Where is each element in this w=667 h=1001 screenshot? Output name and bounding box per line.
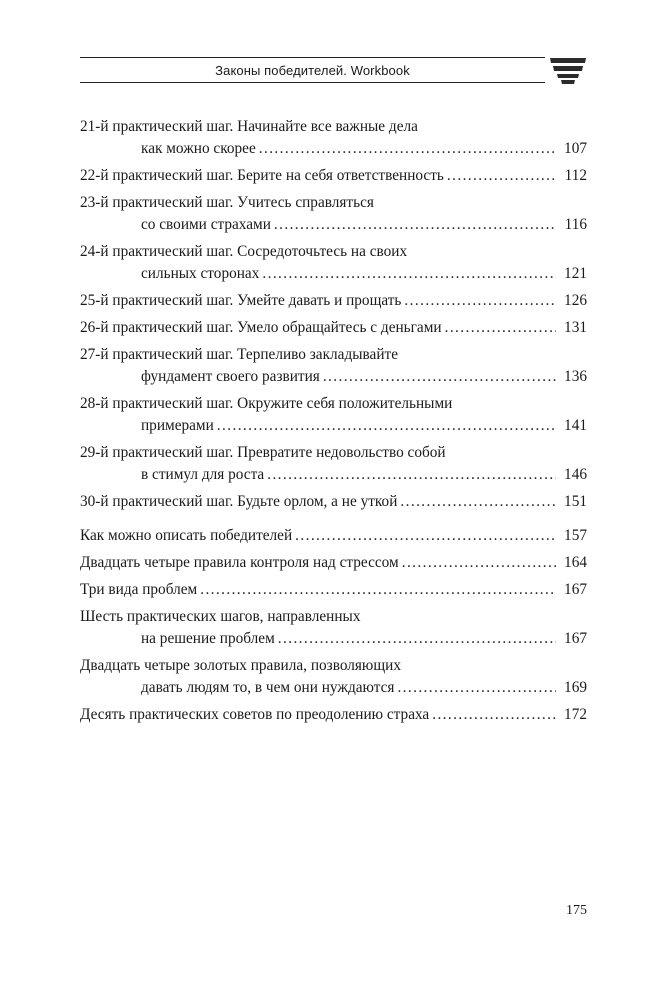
toc-entry-title-line: 28-й практический шаг. Окружите себя положительными: [80, 395, 453, 412]
toc-entry-title-line: на решение проблем: [141, 630, 275, 647]
dot-leader: [402, 552, 556, 574]
toc-page-number: 167: [564, 581, 587, 598]
toc-page-number: 169: [564, 679, 587, 696]
running-header: [80, 57, 545, 85]
toc-entry-leader-line: [80, 290, 587, 312]
toc-entry-title-line: давать людям то, в чем они нуждаются: [141, 679, 395, 696]
toc-entry-title-line: 29-й практический шаг. Превратите недовольство собой: [80, 444, 446, 461]
toc-entry-leader-line: [80, 628, 587, 650]
toc-entry-title-line: 26-й практический шаг. Умело обращайтесь с деньгами: [80, 319, 442, 336]
toc-entry-title-line: Как можно описать победителей: [80, 527, 293, 544]
table-of-contents: [80, 116, 587, 726]
dot-leader: [278, 628, 556, 650]
toc-page-number: 121: [564, 265, 587, 282]
toc-entry[interactable]: [80, 579, 587, 601]
toc-entry[interactable]: [80, 317, 587, 339]
toc-entry[interactable]: [80, 344, 587, 388]
toc-entry-title-line: Двадцать четыре золотых правила, позволяющих: [80, 657, 401, 674]
toc-entry-title-line: 21-й практический шаг. Начинайте все важные дела: [80, 118, 418, 135]
toc-entry-title-line: сильных сторонах: [141, 265, 260, 282]
toc-page-number: 112: [564, 167, 587, 184]
dot-leader: [397, 677, 556, 699]
toc-entry[interactable]: [80, 165, 587, 187]
toc-page-number: 151: [564, 493, 587, 510]
toc-entry[interactable]: [80, 116, 587, 160]
toc-entry-title-line: как можно скорее: [141, 140, 256, 157]
toc-page-number: 164: [564, 554, 587, 571]
toc-entry[interactable]: [80, 491, 587, 513]
toc-entry-leader-line: [80, 704, 587, 726]
toc-entry[interactable]: [80, 393, 587, 437]
toc-entry[interactable]: [80, 552, 587, 574]
toc-entry-title-line: 24-й практический шаг. Сосредоточьтесь на своих: [80, 243, 408, 260]
dot-leader: [259, 138, 556, 160]
header-rule-top: [80, 57, 545, 58]
toc-entry-title-line: 22-й практический шаг. Берите на себя ответственность: [80, 167, 444, 184]
toc-entry[interactable]: [80, 525, 587, 547]
dot-leader: [323, 366, 556, 388]
toc-entry-leader-line: [80, 579, 587, 601]
publisher-logo-icon: [550, 58, 586, 84]
dot-leader: [262, 263, 556, 285]
toc-page-number: 136: [564, 368, 587, 385]
toc-page-number: 107: [564, 140, 587, 157]
dot-leader: [447, 165, 556, 187]
dot-leader: [404, 290, 556, 312]
toc-entry-title-line: Шесть практических шагов, направленных: [80, 608, 361, 625]
toc-entry[interactable]: [80, 241, 587, 285]
toc-entry-title-line: фундамент своего развития: [141, 368, 320, 385]
dot-leader: [295, 525, 556, 547]
toc-entry[interactable]: [80, 290, 587, 312]
dot-leader: [267, 464, 556, 486]
dot-leader: [200, 579, 556, 601]
toc-entry-leader-line: [80, 138, 587, 160]
dot-leader: [400, 491, 556, 513]
toc-entry-leader-line: [80, 552, 587, 574]
toc-entry[interactable]: [80, 704, 587, 726]
dot-leader: [432, 704, 556, 726]
toc-entry-title-line: Двадцать четыре правила контроля над стрессом: [80, 554, 399, 571]
toc-entry[interactable]: [80, 192, 587, 236]
toc-page-number: 146: [564, 466, 587, 483]
dot-leader: [445, 317, 556, 339]
toc-entry[interactable]: [80, 442, 587, 486]
page-number: 175: [566, 903, 587, 918]
toc-entry-title-line: в стимул для роста: [141, 466, 265, 483]
toc-entry-title-line: 27-й практический шаг. Терпеливо закладывайте: [80, 346, 398, 363]
toc-entry-title-line: примерами: [141, 417, 214, 434]
toc-page-number: 116: [564, 216, 587, 233]
toc-page-number: 157: [564, 527, 587, 544]
dot-leader: [274, 214, 556, 236]
toc-entry-title-line: 30-й практический шаг. Будьте орлом, а не уткой: [80, 493, 398, 510]
toc-entry-leader-line: [80, 525, 587, 547]
toc-entry-leader-line: [80, 491, 587, 513]
dot-leader: [217, 415, 556, 437]
toc-entry-title-line: 23-й практический шаг. Учитесь справляться: [80, 194, 374, 211]
toc-page-number: 167: [564, 630, 587, 647]
toc-entry[interactable]: [80, 606, 587, 650]
toc-page-number: 172: [564, 706, 587, 723]
toc-entry-leader-line: [80, 214, 587, 236]
toc-entry-title-line: Десять практических советов по преодолению страха: [80, 706, 430, 723]
toc-entry[interactable]: [80, 655, 587, 699]
toc-entry-title-line: Три вида проблем: [80, 581, 198, 598]
toc-page-number: 131: [564, 319, 587, 336]
toc-entry-leader-line: [80, 263, 587, 285]
toc-entry-leader-line: [80, 464, 587, 486]
toc-entry-leader-line: [80, 677, 587, 699]
toc-page-number: 141: [564, 417, 587, 434]
toc-entry-title-line: со своими страхами: [141, 216, 271, 233]
toc-page-number: 126: [564, 292, 587, 309]
toc-entry-leader-line: [80, 366, 587, 388]
toc-entry-title-line: 25-й практический шаг. Умейте давать и прощать: [80, 292, 402, 309]
toc-entry-leader-line: [80, 415, 587, 437]
header-rule-bottom: [80, 82, 545, 83]
toc-entry-leader-line: [80, 165, 587, 187]
header-title: Законы победителей. Workbook: [215, 63, 410, 78]
toc-entry-leader-line: [80, 317, 587, 339]
